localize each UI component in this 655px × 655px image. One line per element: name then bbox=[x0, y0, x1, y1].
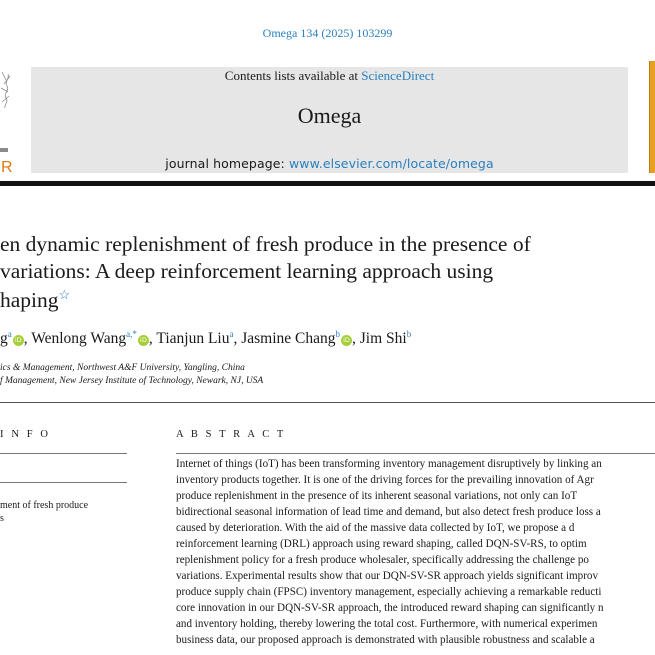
author-name[interactable]: Jim Shi bbox=[359, 330, 407, 348]
abstract-line: replenishment policy for a fresh produce wholesaler, specifically addressing the challenge po bbox=[176, 554, 589, 566]
article-title-line-3 bbox=[0, 287, 70, 313]
abstract-line: bidirectional seasonal information of lead time and demand, but also detect fresh produce loss a bbox=[176, 506, 601, 518]
section-divider bbox=[0, 402, 655, 403]
abstract-line: caused by deterioration. With the aid of the massive data collected by IoT, we propose a d bbox=[176, 522, 575, 534]
article-title-line-2: variations: A deep reinforcement learning approach using bbox=[0, 259, 494, 283]
article-title-line-3-text: haping bbox=[0, 288, 59, 313]
author-affiliation-mark[interactable]: b bbox=[406, 329, 412, 339]
abstract-line: variations. Experimental results show that our DQN-SV-SR approach yields significant improv bbox=[176, 570, 599, 582]
abstract-line: produce replenishment in the presence of its inherent seasonal variations, not only can IoT bbox=[176, 490, 578, 502]
author-affiliation-mark[interactable]: a bbox=[7, 329, 12, 339]
abstract-line: and inventory holding, thereby lowering the total cost. Furthermore, with numerical experimen bbox=[176, 618, 598, 630]
contents-availability bbox=[31, 68, 628, 84]
orcid-icon[interactable]: iD bbox=[138, 335, 149, 346]
affiliation-a: ics & Management, Northwest A&F University, Yangling, China bbox=[0, 363, 245, 373]
author-list: $g^aiD$ , Wenlong Wang$^{a,*}$iD , Tianjun Liu$^a$, Jasmine Chang$^b$iD , Jim Shi$^b$ bbox=[0, 329, 412, 348]
orcid-icon[interactable]: iD bbox=[13, 335, 24, 346]
svg-text:R: R bbox=[1, 159, 13, 176]
author-affiliation-mark[interactable]: a,* bbox=[126, 329, 137, 339]
contents-prefix: Contents lists available at bbox=[224, 68, 362, 83]
homepage-link[interactable]: www.elsevier.com/locate/omega bbox=[288, 156, 494, 171]
author-name[interactable]: g bbox=[0, 330, 8, 348]
author-name[interactable]: Jasmine Chang bbox=[241, 330, 336, 348]
keyword-item: s bbox=[0, 513, 4, 524]
sciencedirect-link[interactable]: ScienceDirect bbox=[361, 68, 435, 83]
author-affiliation-mark[interactable]: a bbox=[229, 329, 234, 339]
abstract-heading: A B S T R A C T bbox=[176, 429, 286, 440]
elsevier-logo bbox=[0, 64, 22, 176]
abstract-line: business data, our proposed approach is demonstrated with plausible robustness and scalable a bbox=[176, 634, 595, 646]
journal-homepage bbox=[31, 156, 628, 171]
journal-cover-thumbnail[interactable] bbox=[649, 61, 655, 173]
abstract-divider bbox=[176, 453, 655, 454]
orcid-icon[interactable]: iD bbox=[341, 335, 352, 346]
homepage-prefix: journal homepage: bbox=[165, 156, 289, 171]
abstract-line: core innovation in our DQN-SV-SR approach, the introduced reward shaping can significantly n bbox=[176, 602, 604, 614]
author-name[interactable]: Tianjun Liu bbox=[156, 330, 230, 348]
author-affiliation-mark[interactable]: b bbox=[335, 329, 341, 339]
journal-reference[interactable]: Omega 134 (2025) 103299 bbox=[262, 26, 393, 40]
affiliation-b: f Management, New Jersey Institute of Technology, Newark, NJ, USA bbox=[0, 376, 264, 386]
header-divider bbox=[0, 181, 655, 186]
article-info-heading: I N F O bbox=[0, 429, 51, 440]
author-name[interactable]: Wenlong Wang bbox=[31, 330, 127, 348]
abstract-line: inventory products together. It is one of the driving forces for the prevailing innovation of Agr bbox=[176, 474, 594, 486]
abstract-line: Internet of things (IoT) has been transforming inventory management disruptively by linking an bbox=[176, 458, 602, 470]
article-info-divider bbox=[0, 453, 127, 454]
keyword-item: ment of fresh produce bbox=[0, 500, 89, 511]
abstract-line: produce supply chain (FPSC) inventory management, especially achieving a remarkable reducti bbox=[176, 586, 602, 598]
title-footnote-star[interactable]: ☆ bbox=[58, 287, 71, 302]
article-title-line-1: en dynamic replenishment of fresh produce in the presence of bbox=[0, 232, 531, 256]
journal-title: Omega bbox=[297, 103, 362, 128]
keywords-divider bbox=[0, 482, 127, 483]
abstract-line: reinforcement learning (DRL) approach using reward shaping, called DQN-SV-RS, to optim bbox=[176, 538, 587, 550]
